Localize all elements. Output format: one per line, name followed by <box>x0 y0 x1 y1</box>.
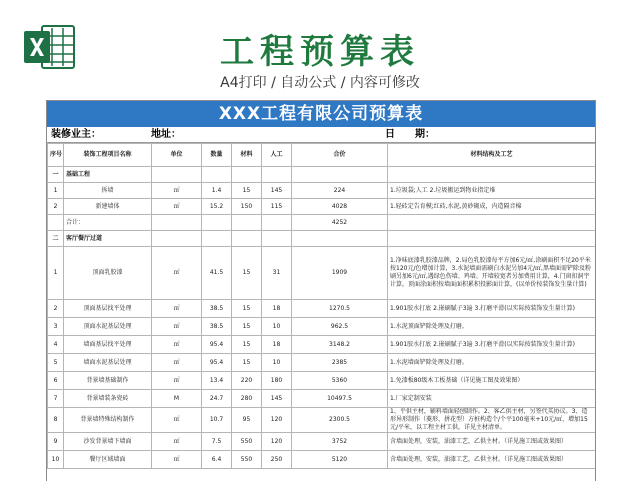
column-header[interactable]: 材料 <box>232 144 262 167</box>
table-cell[interactable] <box>202 167 232 183</box>
column-header[interactable]: 装饰工程项目名称 <box>64 144 152 167</box>
cell-note[interactable]: 1.免漆板80级木工板基础（详见施工图及效果图） <box>388 372 596 390</box>
cell-material[interactable]: 15 <box>232 183 262 199</box>
subtotal-label[interactable]: 合计： <box>64 215 152 231</box>
cell-qty[interactable]: 95.4 <box>202 336 232 354</box>
table-cell[interactable] <box>292 167 388 183</box>
cell-no[interactable]: 6 <box>48 372 64 390</box>
date-label: 日 期： <box>385 129 435 140</box>
item-row <box>48 183 596 199</box>
cell-unit[interactable]: M <box>152 390 202 408</box>
item-row <box>48 318 596 336</box>
table-cell[interactable] <box>202 231 232 247</box>
cell-name[interactable]: 顶面乳胶漆 <box>64 247 152 300</box>
cell-qty[interactable]: 6.4 <box>202 451 232 469</box>
cell-name[interactable]: 新建墙体 <box>64 199 152 215</box>
cell-qty[interactable]: 41.5 <box>202 247 232 300</box>
table-cell[interactable] <box>48 215 64 231</box>
cell-material[interactable]: 220 <box>232 372 262 390</box>
cell-unit[interactable]: ㎡ <box>152 318 202 336</box>
cell-name[interactable]: 墙面基层找平处理 <box>64 336 152 354</box>
table-header-row <box>48 144 596 167</box>
page-header <box>0 0 640 100</box>
section-row <box>48 167 596 183</box>
cell-labor[interactable]: 10 <box>262 354 292 372</box>
item-row <box>48 199 596 215</box>
cell-labor[interactable]: 18 <box>262 336 292 354</box>
cell-material[interactable]: 15 <box>232 300 262 318</box>
cell-note[interactable]: 1.轻砖定告育模;红砖,水泥,黄砂砌成，内造隔音棉 <box>388 199 596 215</box>
table-cell[interactable] <box>152 231 202 247</box>
cell-labor[interactable]: 120 <box>262 433 292 451</box>
item-row <box>48 408 596 433</box>
column-header[interactable]: 数量 <box>202 144 232 167</box>
table-cell[interactable] <box>388 215 596 231</box>
cell-material[interactable]: 280 <box>232 390 262 408</box>
column-header[interactable]: 单位 <box>152 144 202 167</box>
cell-note[interactable]: 含墙面处理，安装，油漆工艺，乙供主材。（详见施工图或效果图） <box>388 451 596 469</box>
cell-note[interactable]: 1.垃圾袋;人工 2.垃圾搬运到物业指定堆 <box>388 183 596 199</box>
table-cell[interactable] <box>388 231 596 247</box>
cell-unit[interactable]: ㎡ <box>152 354 202 372</box>
column-header[interactable]: 序号 <box>48 144 64 167</box>
cell-total[interactable]: 962.5 <box>292 318 388 336</box>
cell-material[interactable]: 150 <box>232 199 262 215</box>
info-row <box>47 127 595 143</box>
cell-material[interactable]: 15 <box>232 354 262 372</box>
table-cell[interactable] <box>232 167 262 183</box>
cell-note[interactable]: 1.水泥墙面铲除处理及打磨。 <box>388 354 596 372</box>
section-number[interactable]: 一 <box>48 167 64 183</box>
cell-no[interactable]: 9 <box>48 433 64 451</box>
cell-total[interactable]: 5360 <box>292 372 388 390</box>
table-cell[interactable] <box>152 167 202 183</box>
owner-label: 装修业主： <box>51 129 101 140</box>
table-cell[interactable] <box>262 167 292 183</box>
cell-labor[interactable]: 31 <box>262 247 292 300</box>
item-row <box>48 300 596 318</box>
cell-qty[interactable]: 13.4 <box>202 372 232 390</box>
cell-no[interactable]: 2 <box>48 300 64 318</box>
cell-material[interactable]: 550 <box>232 433 262 451</box>
cell-unit[interactable]: ㎡ <box>152 372 202 390</box>
sheet-title: XXX工程有限公司预算表 <box>47 101 595 127</box>
cell-labor[interactable]: 10 <box>262 318 292 336</box>
table-cell[interactable] <box>388 167 596 183</box>
page-title: 工程预算表 <box>220 32 420 72</box>
subtotal-value[interactable]: 4252 <box>292 215 388 231</box>
column-header[interactable]: 人工 <box>262 144 292 167</box>
cell-no[interactable]: 4 <box>48 336 64 354</box>
cell-note[interactable]: 1.水泥顶面铲除处理及打磨。 <box>388 318 596 336</box>
cell-total[interactable]: 4028 <box>292 199 388 215</box>
cell-qty[interactable]: 95.4 <box>202 354 232 372</box>
cell-no[interactable]: 2 <box>48 199 64 215</box>
section-name[interactable]: 基础工程 <box>64 167 152 183</box>
cell-total[interactable]: 1270.5 <box>292 300 388 318</box>
item-row <box>48 390 596 408</box>
address-label: 地址： <box>151 129 181 140</box>
item-row <box>48 451 596 469</box>
cell-no[interactable]: 1 <box>48 183 64 199</box>
cell-unit[interactable]: ㎡ <box>152 199 202 215</box>
cell-material[interactable]: 15 <box>232 336 262 354</box>
cell-name[interactable]: 背景墙特殊结构制作 <box>64 408 152 433</box>
cell-unit[interactable]: ㎡ <box>152 247 202 300</box>
cell-qty[interactable]: 24.7 <box>202 390 232 408</box>
item-row <box>48 336 596 354</box>
cell-labor[interactable]: 145 <box>262 390 292 408</box>
cell-qty[interactable]: 15.2 <box>202 199 232 215</box>
cell-name[interactable]: 顶面基层找平处理 <box>64 300 152 318</box>
cell-total[interactable]: 2385 <box>292 354 388 372</box>
cell-name[interactable]: 餐厅区域墙面 <box>64 451 152 469</box>
cell-name[interactable]: 顶面水泥基层处理 <box>64 318 152 336</box>
section-number[interactable]: 二 <box>48 231 64 247</box>
cell-unit[interactable]: ㎡ <box>152 336 202 354</box>
cell-no[interactable]: 10 <box>48 451 64 469</box>
cell-unit[interactable]: ㎡ <box>152 451 202 469</box>
cell-total[interactable]: 2300.5 <box>292 408 388 433</box>
cell-total[interactable]: 1909 <box>292 247 388 300</box>
cell-note[interactable]: 含墙面处理，安装，油漆工艺，乙供主材。（详见施工图或效果图） <box>388 433 596 451</box>
cell-material[interactable]: 95 <box>232 408 262 433</box>
cell-labor[interactable]: 18 <box>262 300 292 318</box>
item-row <box>48 433 596 451</box>
table-cell[interactable] <box>152 215 202 231</box>
cell-name[interactable]: 拆墙 <box>64 183 152 199</box>
item-row <box>48 372 596 390</box>
table-cell[interactable] <box>292 231 388 247</box>
cell-labor[interactable]: 120 <box>262 408 292 433</box>
cell-labor[interactable]: 115 <box>262 199 292 215</box>
column-header[interactable]: 材料结构及工艺 <box>388 144 596 167</box>
budget-table <box>47 143 596 469</box>
cell-material[interactable]: 15 <box>232 318 262 336</box>
cell-total[interactable]: 3752 <box>292 433 388 451</box>
cell-no[interactable]: 7 <box>48 390 64 408</box>
section-name[interactable]: 客厅餐厅过道 <box>64 231 152 247</box>
cell-qty[interactable]: 1.4 <box>202 183 232 199</box>
item-row <box>48 247 596 300</box>
cell-labor[interactable]: 180 <box>262 372 292 390</box>
cell-total[interactable]: 3148.2 <box>292 336 388 354</box>
cell-name[interactable]: 墙面水泥基层处理 <box>64 354 152 372</box>
cell-labor[interactable]: 250 <box>262 451 292 469</box>
cell-note[interactable]: 1.净味底漆乳胶漆品牌，2.局色乳胶漆每平方加6元/㎡,涂刷面积不足20平米按120元/色增加计算，3.水泥墙面需刷白水泥另加4元/㎡,黑墙面需铲除及粉刷另加6元/㎡,遇绿色伤墙、鸡墙、开墙较宽者另加费用计算，4.门窗扣洞宇计算，顶面涂面积按墙面面积累积投影面计算，(以单价按装饰发生量计算) <box>388 247 596 300</box>
cell-labor[interactable]: 145 <box>262 183 292 199</box>
cell-name[interactable]: 背景墙装条瓷砖 <box>64 390 152 408</box>
cell-unit[interactable]: ㎡ <box>152 408 202 433</box>
subtotal-row <box>48 215 596 231</box>
spreadsheet <box>46 100 596 481</box>
table-cell[interactable] <box>262 215 292 231</box>
cell-no[interactable]: 1 <box>48 247 64 300</box>
item-row <box>48 354 596 372</box>
cell-material[interactable]: 550 <box>232 451 262 469</box>
table-cell[interactable] <box>262 231 292 247</box>
cell-name[interactable]: 沙发背景墙下墙面 <box>64 433 152 451</box>
cell-note[interactable]: 1.901胶水打底 2.嵌刷腻子3遍 3.打磨平滑(以实际按装饰发生量计算) <box>388 300 596 318</box>
cell-qty[interactable]: 7.5 <box>202 433 232 451</box>
cell-note[interactable]: 1.厂家定制安装 <box>388 390 596 408</box>
cell-qty[interactable]: 38.5 <box>202 318 232 336</box>
table-body <box>48 144 596 469</box>
cell-no[interactable]: 8 <box>48 408 64 433</box>
cell-unit[interactable]: ㎡ <box>152 300 202 318</box>
cell-total[interactable]: 10497.5 <box>292 390 388 408</box>
column-header[interactable]: 合价 <box>292 144 388 167</box>
table-cell[interactable] <box>232 215 262 231</box>
cell-unit[interactable]: ㎡ <box>152 433 202 451</box>
cell-no[interactable]: 5 <box>48 354 64 372</box>
cell-total[interactable]: 5120 <box>292 451 388 469</box>
cell-qty[interactable]: 10.7 <box>202 408 232 433</box>
cell-qty[interactable]: 38.5 <box>202 300 232 318</box>
table-cell[interactable] <box>202 215 232 231</box>
cell-note[interactable]: 1、平供主材，辅料墙面轻刨制作。2、客乙供主材，另签代买协议。3、造形异形制作（菱形、拼花型）方桩构造个/个平100毫米+10元/㎡，增加15元/平米，以工程主材工供，详见主材清单。 <box>388 408 596 433</box>
section-row <box>48 231 596 247</box>
cell-name[interactable]: 背景墙基础制作 <box>64 372 152 390</box>
cell-note[interactable]: 1.901胶水打底 2.嵌刷腻子3遍 3.打磨平滑(以实际按装饰发生量计算) <box>388 336 596 354</box>
cell-no[interactable]: 3 <box>48 318 64 336</box>
cell-total[interactable]: 224 <box>292 183 388 199</box>
cell-material[interactable]: 15 <box>232 247 262 300</box>
cell-unit[interactable]: ㎡ <box>152 183 202 199</box>
page-subtitle: A4打印 / 自动公式 / 内容可修改 <box>220 75 420 91</box>
table-cell[interactable] <box>232 231 262 247</box>
